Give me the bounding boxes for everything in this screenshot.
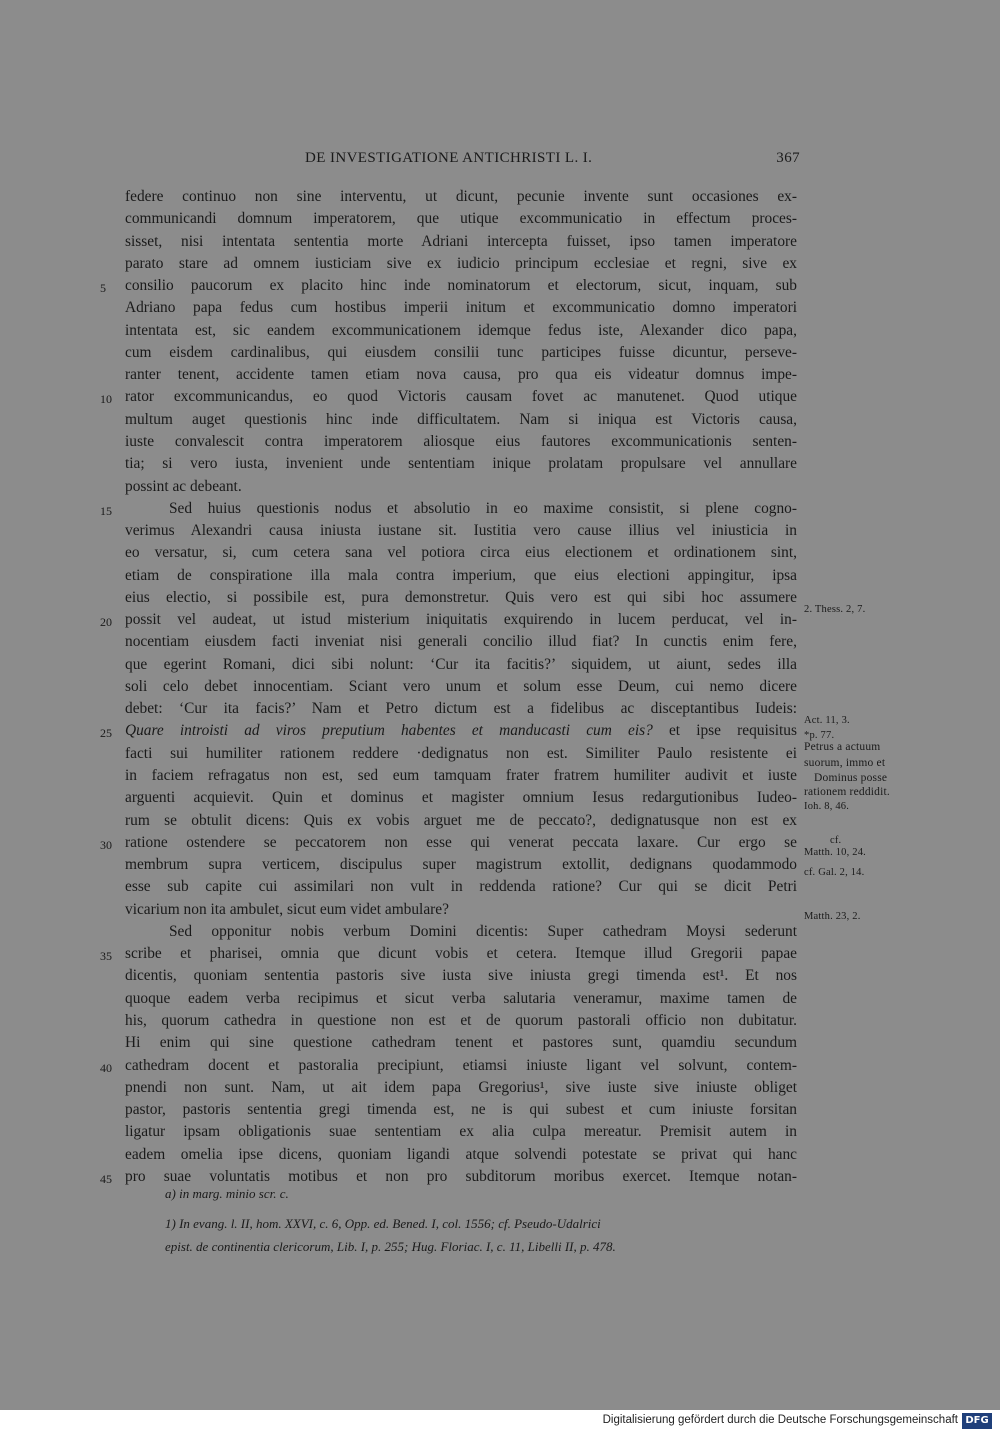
text-line: quoque eadem verba recipimus et sicut verba salutaria veneramur, maxime tamen de xyxy=(125,990,797,1007)
line-number: 25 xyxy=(100,726,112,740)
text-line: que egerint Romani, dici sibi nolunt: ‘Cur ita facitis?’ siquidem, ut aiunt, sedes illa xyxy=(125,656,797,673)
text-line: his, quorum cathedra in questione non est et de quorum pastorali officio non dubitatur. xyxy=(125,1012,797,1029)
text-line: parato stare ad omnem iusticiam sive ex iudicio principum ecclesiae et regni, sive ex xyxy=(125,255,797,272)
text-line: esse sub capite cui assimilari non vult in reddenda ratione? Cur qui se dicit Petri xyxy=(125,878,797,895)
text-line: federe continuo non sine interventu, ut dicunt, pecunie invente sunt occasiones ex- xyxy=(125,188,797,205)
margin-note: cf. Gal. 2, 14. xyxy=(804,867,865,878)
text-line: intentata est, sic eandem excommunicationem idemque fedus iste, Alexander dico papa, xyxy=(125,322,797,339)
text-line: Sed opponitur nobis verbum Domini dicentis: Super cathedram Moysi sederunt xyxy=(169,923,797,940)
text-line: soli celo debet innocentiam. Sciant vero unum et solum esse Deum, cui nemo dicere xyxy=(125,678,797,695)
text-line: dicentis, quoniam sententia pastoris sive iusta sive iniusta gregi timenda est¹. Et nos xyxy=(125,967,797,984)
line-number: 45 xyxy=(100,1172,112,1186)
text-line: scribe et pharisei, omnia que dicunt vobis et cetera. Itemque illud Gregorii papae xyxy=(125,945,797,962)
text-line: vicarium non ita ambulet, sicut eum videt ambulare? xyxy=(125,901,449,918)
text-line: multum auget questionis hinc inde difficultatem. Nam si iniqua est Victoris causa, xyxy=(125,411,797,428)
line-number: 40 xyxy=(100,1061,112,1075)
text-line: pro suae voluntatis motibus et non pro subditorum moribus exercet. Itemque notan- xyxy=(125,1168,797,1185)
text-line: ratione ostendere se peccatorem non esse qui venerat peccata laxare. Cur ergo se xyxy=(125,834,797,851)
text-line: pastor, pastoris sententia gregi timenda est, ne is qui subest et cum iniuste forsitan xyxy=(125,1101,797,1118)
text-line: communicandi domnum imperatorem, que utique excommunicatio in effectum proces- xyxy=(125,210,797,227)
line-number: 10 xyxy=(100,392,112,406)
text-line: ligatur ipsam obligationis suae sententiam ex alia culpa mereatur. Premisit autem in xyxy=(125,1123,797,1140)
text-line: arguenti acquievit. Quin et dominus et magister omnium Iesus redargutionibus Iudeo- xyxy=(125,789,797,806)
text-line: etiam de conspiratione illa mala contra imperium, que eius electioni appingitur, ipsa xyxy=(125,567,797,584)
text-line: in faciem refragatus non est, sed eum tamquam frater fratrem humiliter audivit et iuste xyxy=(125,767,797,784)
footer-bar xyxy=(0,1410,1000,1434)
text-line: consilio paucorum ex placito hinc inde nominatorum et electorum, sicut, inquam, sub xyxy=(125,277,797,294)
text-line: eadem omelia ipse dicens, quoniam ligandi atque solvendi potestate se privat qui hanc xyxy=(125,1146,797,1163)
text-line: membrum supra verticem, discipulus super magistrum extollit, dedignans quodammodo xyxy=(125,856,797,873)
text-line: iuste convalescit contra imperatorem aliosque eius fautores excommunicationis senten- xyxy=(125,433,797,450)
dfg-logo-icon: DFG xyxy=(962,1413,992,1429)
margin-note: Petrus a actuum xyxy=(804,741,881,753)
footnote-a: a) in marg. minio scr. c. xyxy=(165,1186,289,1201)
margin-note: 2. Thess. 2, 7. xyxy=(804,604,866,615)
text-line: rator excommunicandus, eo quod Victoris causam fovet ac manutenet. Quod utique xyxy=(125,388,797,405)
text-line: possint ac debeant. xyxy=(125,478,242,495)
line-number: 5 xyxy=(100,281,106,295)
text-line: cum eisdem cardinalibus, qui eiusdem consilii tunc participes fuisse dicuntur, perseve- xyxy=(125,344,797,361)
text-line: eius electio, si possibile est, pura demonstretur. Quis vero est qui sibi hoc assumere xyxy=(125,589,797,606)
margin-note: suorum, immo et xyxy=(804,757,886,769)
text-line: ranter tenent, accidente tamen etiam nova causa, pro qua eis videatur domnus impe- xyxy=(125,366,797,383)
footer-credit: Digitalisierung gefördert durch die Deutsche Forschungsgemeinschaft xyxy=(602,1414,958,1426)
text-line: possit vel audeat, ut istud misterium iniquitatis exquirendo in lucem perducat, vel in- xyxy=(125,611,797,628)
text-line: rum se obtulit dicens: Quis ex vobis arguet me de peccato?, dedignatusque non est ex xyxy=(125,812,797,829)
margin-note: Matth. 23, 2. xyxy=(804,911,861,922)
footnote-1-line-1: 1) In evang. l. II, hom. XXVI, c. 6, Opp. ed. Bened. I, col. 1556; cf. Pseudo-Udalrici xyxy=(165,1216,601,1231)
line-number: 20 xyxy=(100,615,112,629)
text-line: tia; si vero iusta, invenient unde sententiam inique prolatam propulsare vel annullare xyxy=(125,455,797,472)
text-line: sisset, nisi intentata sententia morte Adriani intercepta fuisset, ipso tamen imperatore xyxy=(125,233,797,250)
text-line: facti sui humiliter rationem reddere ·dedignatus non est. Similiter Paulo resistente ei xyxy=(125,745,797,762)
text-line: pnendi non sunt. Nam, ut ait idem papa Gregorius¹, sive iuste sive iniuste obliget xyxy=(125,1079,797,1096)
text-line: eo versatur, si, cum cetera sana vel potiora circa eius electionem et ordinationem sint, xyxy=(125,544,797,561)
margin-note: Matth. 10, 24. xyxy=(804,847,867,858)
margin-note: Dominus posse xyxy=(814,772,888,784)
text-line: cathedram docent et pastoralia precipiunt, etiamsi iniuste ligant vel solvunt, contem- xyxy=(125,1057,797,1074)
text-line: nocentiam eiusdem facti inveniat nisi generali concilio illud fiat? In cunctis enim fere, xyxy=(125,633,797,650)
text-line: debet: ‘Cur ita facis?’ Nam et Petro dictum est a fidelibus ac disceptantibus Iudeis: xyxy=(125,700,797,717)
text-line: Adriano papa fedus cum hostibus imperii initum et excommunicatio domno imperatori xyxy=(125,299,797,316)
footnote-1-line-2: epist. de continentia clericorum, Lib. I, p. 255; Hug. Floriac. I, c. 11, Libelli II, p. 478. xyxy=(165,1239,616,1254)
text-line: Sed huius questionis nodus et absolutio in eo maxime consistit, si plene cogno- xyxy=(169,500,797,517)
margin-note: Ioh. 8, 46. xyxy=(804,801,850,812)
margin-note: cf. xyxy=(830,835,842,846)
margin-note: *p. 77. xyxy=(804,730,835,741)
line-number: 15 xyxy=(100,504,112,518)
line-number: 30 xyxy=(100,838,112,852)
text-line: verimus Alexandri causa iniusta iustane sit. Iustitia vero cause illius vel iniusticia in xyxy=(125,522,797,539)
page-number: 367 xyxy=(776,150,800,166)
margin-note: rationem reddidit. xyxy=(804,786,890,798)
running-header xyxy=(125,150,800,172)
text-line: Quare introisti ad viros preputium habentes et manducasti cum eis? et ipse requisitus xyxy=(125,722,797,739)
header-title: DE INVESTIGATIONE ANTICHRISTI L. I. xyxy=(305,150,593,166)
margin-note: Act. 11, 3. xyxy=(804,715,850,726)
text-line: Hi enim qui sine questione cathedram tenent et pastores sunt, quamdiu secundum xyxy=(125,1034,797,1051)
line-number: 35 xyxy=(100,949,112,963)
